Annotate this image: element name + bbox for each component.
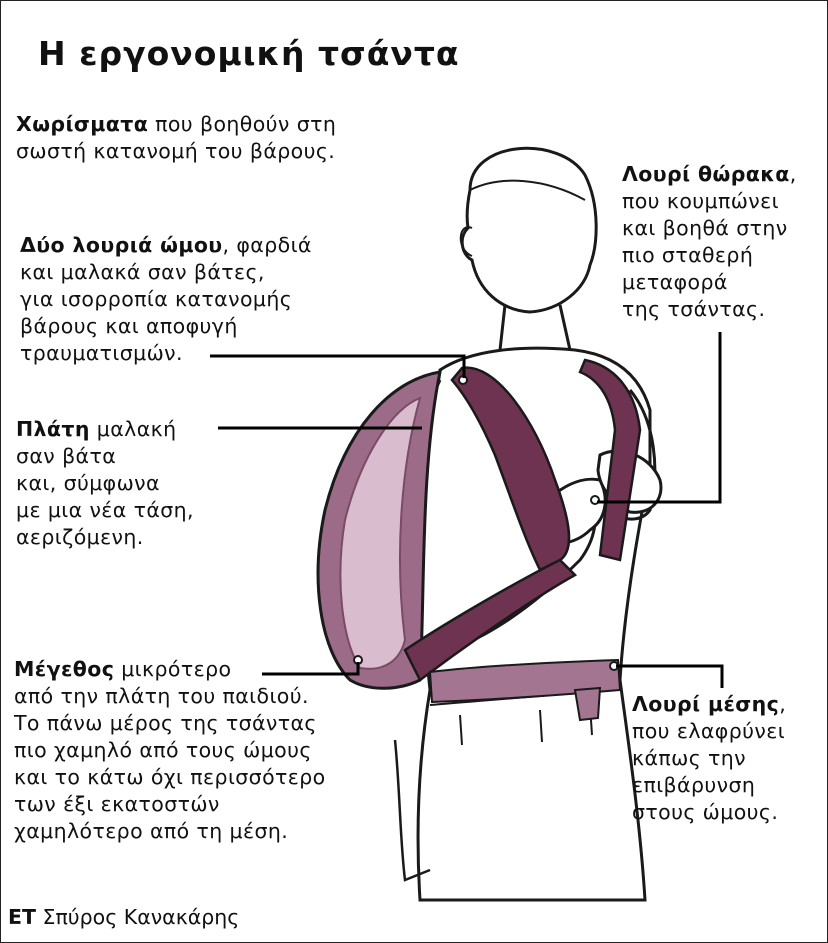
leader-line-waist-strap (616, 666, 722, 688)
label-back (16, 416, 194, 551)
label-waist-strap-bold: Λουρί μέσης (632, 692, 780, 716)
label-shoulder-straps-line-5: τραυματισμών. (20, 341, 183, 365)
label-shoulder-straps-line-1: , φαρδιά (222, 233, 312, 257)
label-size-line-4: πιο χαμηλό από τους ώμους (14, 738, 312, 762)
label-shoulder-straps-bold: Δύο λουριά ώμου (20, 233, 223, 257)
label-waist-strap-line-1: , (779, 692, 787, 716)
label-size-line-3: Το πάνω μέρος της τσάντας (14, 711, 317, 735)
page-title: Η εργονομική τσάντα (38, 34, 460, 73)
child-head (462, 148, 596, 312)
label-shoulder-straps (20, 232, 312, 367)
label-size-line-2: από την πλάτη του παιδιού. (14, 684, 309, 708)
child-pants (418, 680, 645, 900)
label-compartments-line-2: σωστή κατανομή του βάρους. (16, 139, 336, 163)
label-back-bold: Πλάτη (16, 417, 90, 441)
label-chest-strap-line-4: πιο σταθερή (622, 243, 754, 267)
credit-name: Σπύρος Κανακάρης (36, 905, 240, 929)
label-size (14, 656, 326, 845)
label-waist-strap-line-5: στους ώμους. (632, 800, 779, 824)
label-waist-strap-line-4: επιβάρυνση (632, 773, 756, 797)
label-compartments-bold: Χωρίσματα (16, 112, 149, 136)
credit-initials: ΕΤ (8, 905, 36, 929)
label-compartments (16, 111, 336, 165)
label-chest-strap-line-6: της τσάντας. (622, 297, 766, 321)
waist-strap-tail (575, 688, 600, 720)
label-back-line-2: σαν βάτα (16, 444, 117, 468)
label-compartments-line-1: που βοηθούν στη (148, 112, 337, 136)
label-back-line-4: με μια νέα τάση, (16, 498, 194, 522)
label-shoulder-straps-line-3: για ισορροπία κατανομής (20, 287, 293, 311)
label-shoulder-straps-line-2: και μαλακά σαν βάτες, (20, 260, 265, 284)
label-waist-strap-line-3: κάπως την (632, 746, 747, 770)
label-size-line-5: και το κάτω όχι περισσότερο (14, 765, 326, 789)
label-size-line-1: μικρότερο (114, 657, 232, 681)
label-back-line-5: αεριζόμενη. (16, 525, 144, 549)
label-shoulder-straps-line-4: βάρους και αποφυγή (20, 314, 238, 338)
label-back-line-3: και, σύμφωνα (16, 471, 160, 495)
label-size-line-7: χαμηλότερο από τη μέση. (14, 819, 289, 843)
label-waist-strap-line-2: που ελαφρύνει (632, 719, 786, 743)
label-waist-strap (632, 691, 786, 826)
credit (8, 905, 239, 929)
label-chest-strap-bold: Λουρί θώρακα (622, 162, 790, 186)
label-chest-strap-line-5: μεταφορά (622, 270, 728, 294)
label-size-line-6: των έξι εκατοστών (14, 792, 220, 816)
label-back-line-1: μαλακή (89, 417, 177, 441)
label-chest-strap (622, 161, 797, 323)
label-chest-strap-line-1: , (789, 162, 797, 186)
label-size-bold: Μέγεθος (14, 657, 115, 681)
label-chest-strap-line-2: που κουμπώνει (622, 189, 779, 213)
label-chest-strap-line-3: και βοηθά στην (622, 216, 788, 240)
